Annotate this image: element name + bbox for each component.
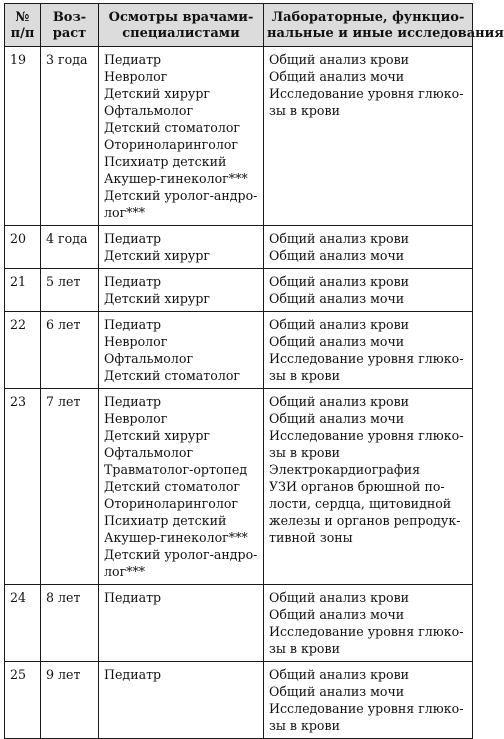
row-tests-cell <box>264 226 473 269</box>
row-number: 24 <box>10 590 27 605</box>
table-row <box>5 47 473 226</box>
examination-table <box>4 3 504 739</box>
row-number: 21 <box>10 274 27 289</box>
header-number-line-2: п/п <box>10 26 35 41</box>
specialist-item: лог*** <box>104 564 146 579</box>
row-specialists-cell <box>99 269 264 312</box>
specialist-item: Педиатр <box>104 667 162 682</box>
row-tests-cell <box>264 662 473 739</box>
table-header-row <box>5 4 473 47</box>
header-age <box>41 4 99 47</box>
row-age: 7 лет <box>46 394 81 409</box>
specialist-item: Детский хирург <box>104 248 211 263</box>
header-age-line-1: Воз- <box>52 10 87 25</box>
specialist-item: Детский хирург <box>104 86 211 101</box>
row-number: 25 <box>10 667 27 682</box>
test-item: зы в крови <box>269 641 340 656</box>
header-number-line-1: № <box>15 10 30 25</box>
specialist-item: Психиатр детский <box>104 513 227 528</box>
row-number: 23 <box>10 394 27 409</box>
specialist-item: Офтальмолог <box>104 351 194 366</box>
specialist-item: Психиатр детский <box>104 154 227 169</box>
row-number: 20 <box>10 231 27 246</box>
specialist-item: Офтальмолог <box>104 445 194 460</box>
header-tests-line-2: нальные и иные исследования <box>267 26 504 41</box>
specialist-item: Оториноларинголог <box>104 496 239 511</box>
specialist-item: лог*** <box>104 205 146 220</box>
row-specialists-cell <box>99 226 264 269</box>
specialist-item: Педиатр <box>104 590 162 605</box>
row-age-cell <box>41 47 99 226</box>
header-specialists-line-2: специалистами <box>122 26 240 41</box>
test-item: зы в крови <box>269 445 340 460</box>
row-number: 22 <box>10 317 27 332</box>
test-item: Электрокардиография <box>269 462 421 477</box>
row-age-cell <box>41 389 99 585</box>
test-item: Исследование уровня глюко- <box>269 86 464 101</box>
specialist-item: Невролог <box>104 411 168 426</box>
test-item: зы в крови <box>269 368 340 383</box>
row-age: 8 лет <box>46 590 81 605</box>
test-item: тивной зоны <box>269 530 353 545</box>
specialist-item: Невролог <box>104 334 168 349</box>
test-item: железы и органов репродук- <box>269 513 461 528</box>
table-row <box>5 585 473 662</box>
specialist-item: Детский хирург <box>104 428 211 443</box>
test-item: Общий анализ мочи <box>269 411 405 426</box>
row-number-cell <box>5 269 41 312</box>
table-row <box>5 662 473 739</box>
row-number-cell <box>5 47 41 226</box>
row-age: 4 года <box>46 231 88 246</box>
specialist-item: Детский уролог-андро- <box>104 188 258 203</box>
test-item: Исследование уровня глюко- <box>269 701 464 716</box>
test-item: Общий анализ мочи <box>269 291 405 306</box>
row-specialists-cell <box>99 389 264 585</box>
specialist-item: Оториноларинголог <box>104 137 239 152</box>
specialist-item: Педиатр <box>104 231 162 246</box>
row-specialists-cell <box>99 662 264 739</box>
specialist-item: Детский стоматолог <box>104 120 241 135</box>
table-row <box>5 312 473 389</box>
test-item: УЗИ органов брюшной по- <box>269 479 445 494</box>
test-item: Общий анализ крови <box>269 231 410 246</box>
specialist-item: Невролог <box>104 69 168 84</box>
test-item: лости, сердца, щитовидной <box>269 496 452 511</box>
header-tests <box>264 4 504 47</box>
row-specialists-cell <box>99 585 264 662</box>
specialist-item: Офтальмолог <box>104 103 194 118</box>
row-number-cell <box>5 662 41 739</box>
header-age-line-2: раст <box>52 26 87 41</box>
test-item: Общий анализ мочи <box>269 607 405 622</box>
row-age: 3 года <box>46 52 88 67</box>
specialist-item: Детский стоматолог <box>104 368 241 383</box>
specialist-item: Детский хирург <box>104 291 211 306</box>
table-body <box>5 47 473 739</box>
test-item: Общий анализ крови <box>269 667 410 682</box>
specialist-item: Детский стоматолог <box>104 479 241 494</box>
specialist-item: Детский уролог-андро- <box>104 547 258 562</box>
table-row <box>5 269 473 312</box>
row-age-cell <box>41 585 99 662</box>
test-item: Общий анализ крови <box>269 317 410 332</box>
test-item: Общий анализ мочи <box>269 69 405 84</box>
table-row <box>5 226 473 269</box>
row-age: 5 лет <box>46 274 81 289</box>
row-tests-cell <box>264 269 473 312</box>
row-tests-cell <box>264 389 473 585</box>
row-number-cell <box>5 226 41 269</box>
row-number-cell <box>5 312 41 389</box>
row-age: 6 лет <box>46 317 81 332</box>
row-tests-cell <box>264 585 473 662</box>
specialist-item: Педиатр <box>104 274 162 289</box>
row-age-cell <box>41 312 99 389</box>
table-row <box>5 389 473 585</box>
test-item: Исследование уровня глюко- <box>269 428 464 443</box>
header-tests-line-1: Лабораторные, функцио- <box>271 10 465 25</box>
specialist-item: Педиатр <box>104 52 162 67</box>
test-item: Общий анализ мочи <box>269 248 405 263</box>
test-item: Общий анализ крови <box>269 394 410 409</box>
row-age: 9 лет <box>46 667 81 682</box>
specialist-item: Акушер-гинеколог*** <box>104 530 248 545</box>
row-age-cell <box>41 226 99 269</box>
test-item: зы в крови <box>269 103 340 118</box>
row-specialists-cell <box>99 312 264 389</box>
specialist-item: Акушер-гинеколог*** <box>104 171 248 186</box>
test-item: Исследование уровня глюко- <box>269 624 464 639</box>
row-specialists-cell <box>99 47 264 226</box>
test-item: Общий анализ крови <box>269 274 410 289</box>
header-specialists-line-1: Осмотры врачами- <box>108 10 254 25</box>
test-item: Общий анализ мочи <box>269 684 405 699</box>
test-item: зы в крови <box>269 718 340 733</box>
test-item: Общий анализ мочи <box>269 334 405 349</box>
test-item: Исследование уровня глюко- <box>269 351 464 366</box>
row-tests-cell <box>264 47 473 226</box>
row-age-cell <box>41 662 99 739</box>
row-tests-cell <box>264 312 473 389</box>
row-number-cell <box>5 389 41 585</box>
row-number-cell <box>5 585 41 662</box>
header-number <box>5 4 41 47</box>
specialist-item: Педиатр <box>104 317 162 332</box>
test-item: Общий анализ крови <box>269 590 410 605</box>
specialist-item: Травматолог-ортопед <box>104 462 248 477</box>
test-item: Общий анализ крови <box>269 52 410 67</box>
header-specialists <box>99 4 264 47</box>
row-number: 19 <box>10 52 27 67</box>
specialist-item: Педиатр <box>104 394 162 409</box>
row-age-cell <box>41 269 99 312</box>
